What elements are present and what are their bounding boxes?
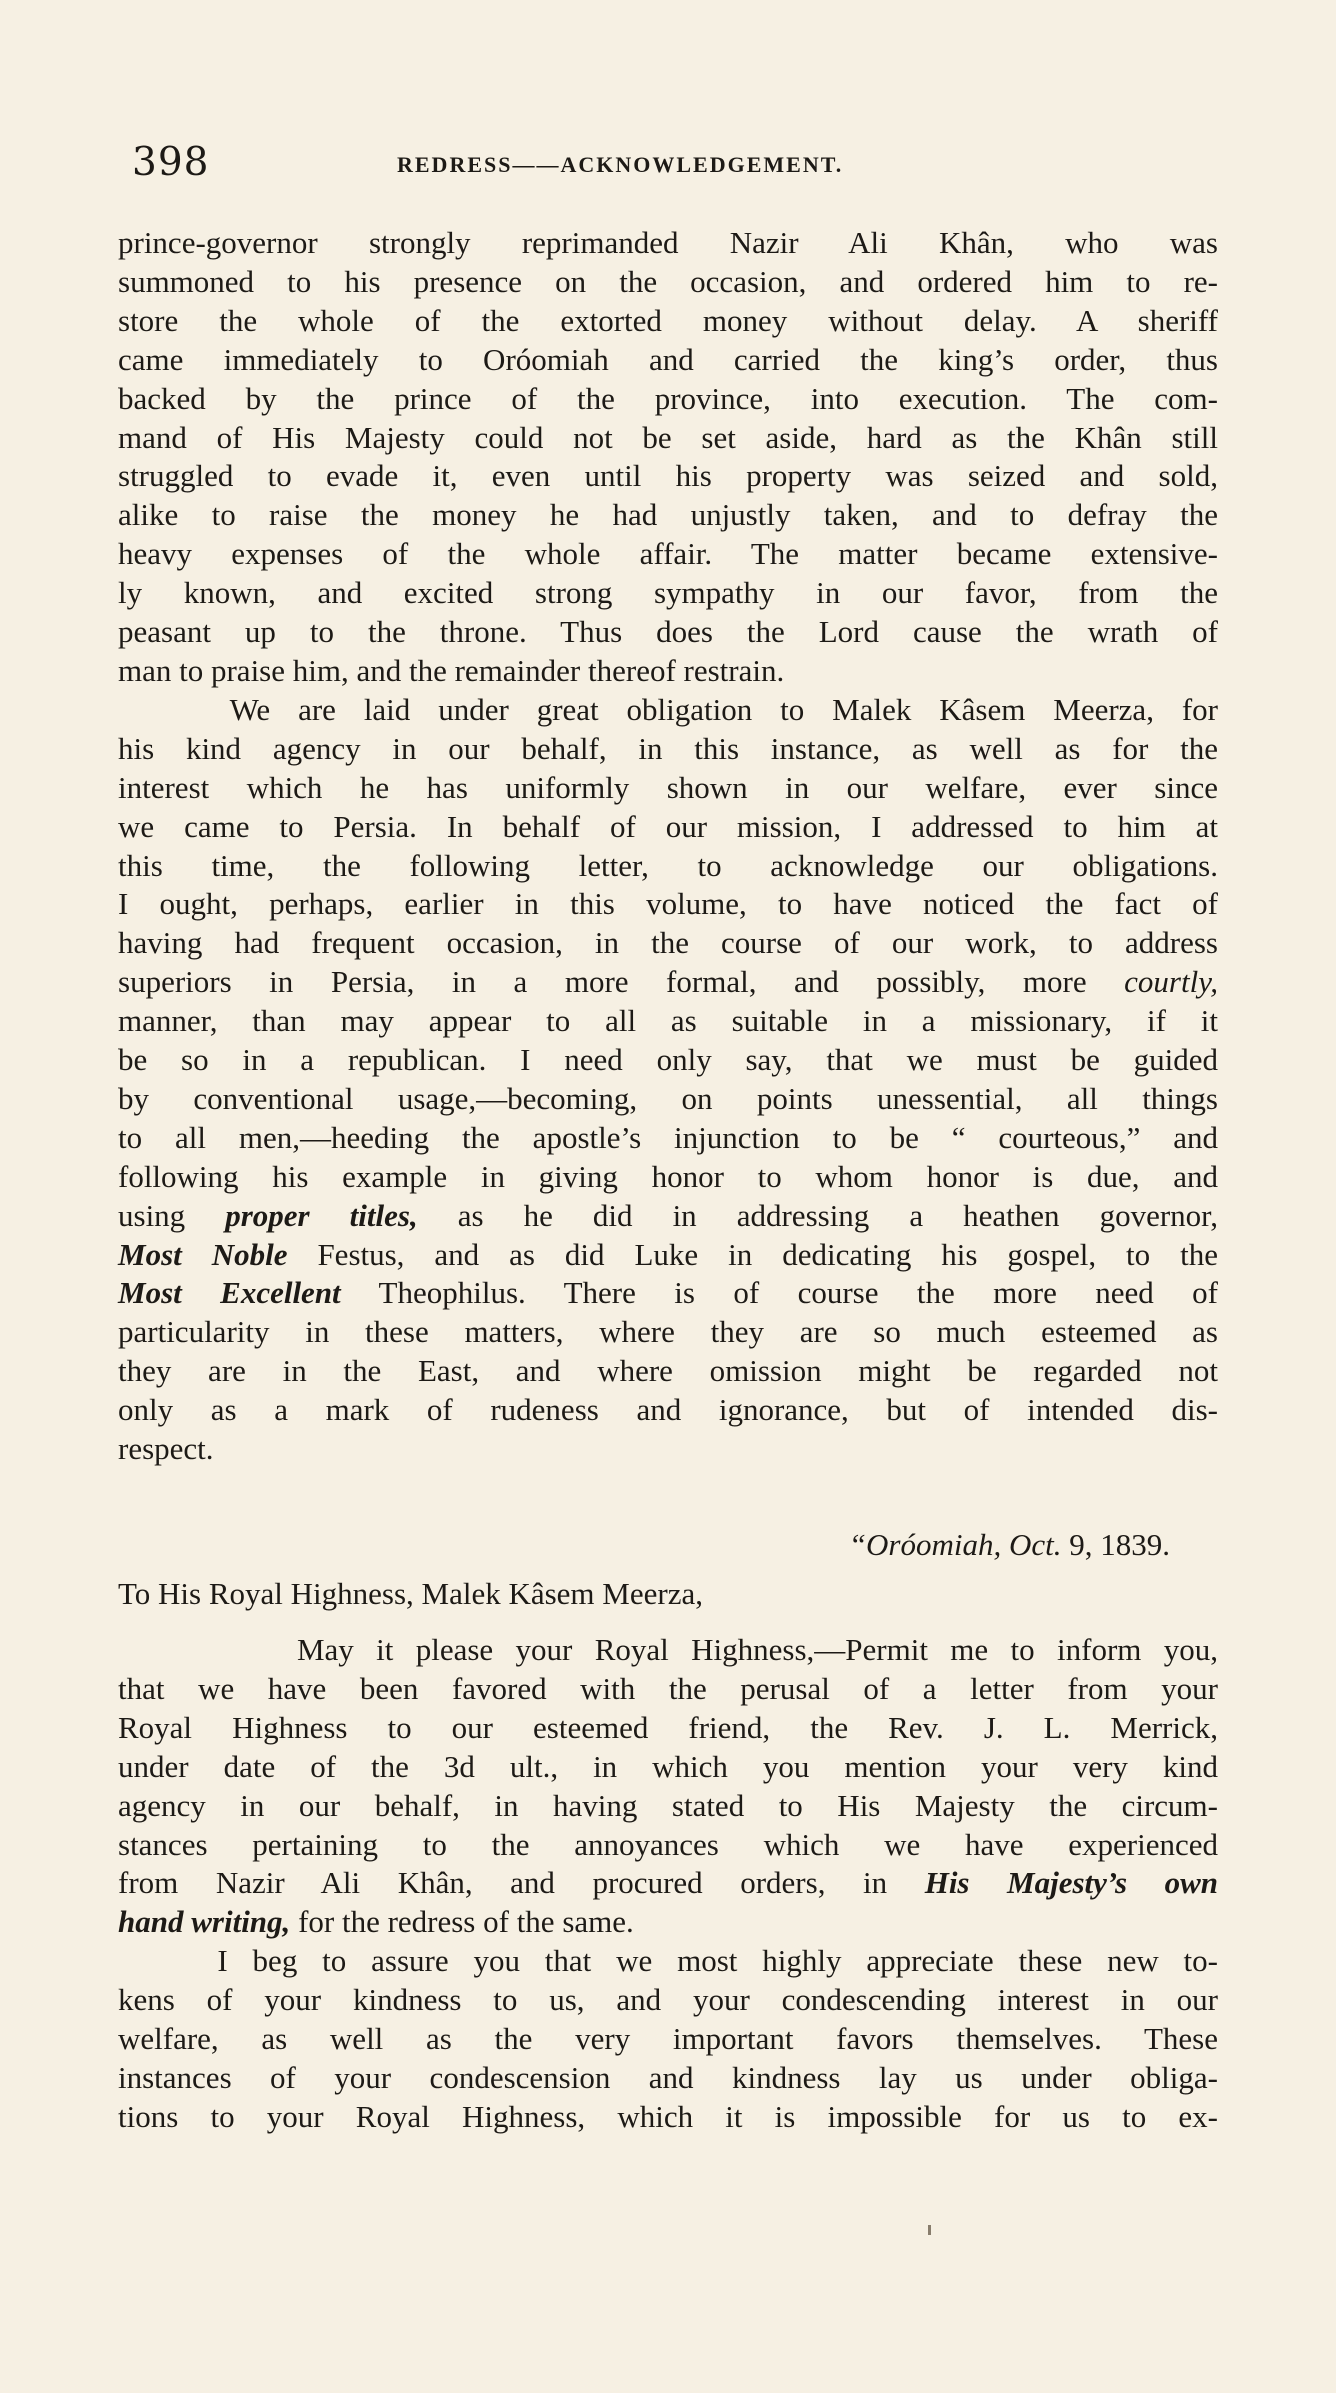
text-line: peasant up to the throne. Thus does the Lord cause the wrath of <box>118 614 1218 650</box>
text-line <box>118 1942 1218 1981</box>
text-line: welfare, as well as the very important favors themselves. These <box>118 2021 1218 2057</box>
text-line: interest which he has uniformly shown in our welfare, ever since <box>118 769 1218 805</box>
text-line: his kind agency in our behalf, in this instance, as well as for the <box>118 730 1218 766</box>
text-line: man to praise him, and the remainder thereof restrain. <box>118 652 785 688</box>
italic-text: His Majesty’s own <box>924 1865 1218 1901</box>
text-line: tions to your Royal Highness, which it is impossible for us to ex- <box>118 2098 1218 2134</box>
italic-text: Most Excellent <box>118 1275 341 1311</box>
paragraph-2 <box>118 691 1218 1469</box>
text-line: they are in the East, and where omission might be regarded not <box>118 1353 1218 1389</box>
text-line <box>118 1274 1218 1313</box>
letter-salutation: To His Royal Highness, Malek Kâsem Meerza, <box>118 1576 703 1611</box>
text-line: instances of your condescension and kindness lay us under obliga- <box>118 2059 1218 2095</box>
text-fragment: for the redress of the same. <box>298 1904 634 1940</box>
text-line: this time, the following letter, to acknowledge our obligations. <box>118 847 1218 883</box>
text-line <box>118 963 1218 1002</box>
italic-text: Most Noble <box>118 1236 288 1272</box>
text-line <box>118 1236 1218 1275</box>
letter-body <box>118 1631 1218 2137</box>
italic-text: proper titles, <box>225 1197 418 1233</box>
text-line: under date of the 3d ult., in which you mention your very kind <box>118 1748 1218 1784</box>
text-line <box>118 1864 1218 1903</box>
text-fragment: Theophilus. There is of course the more need of <box>378 1275 1218 1311</box>
text-fragment: Festus, and as did Luke in dedicating his gospel, to the <box>317 1236 1219 1272</box>
letter-dateline <box>118 1527 1170 1563</box>
body-text <box>118 224 1218 1469</box>
text-line: summoned to his presence on the occasion, and ordered him to re- <box>118 263 1218 299</box>
text-fragment: superiors in Persia, in a more formal, and possibly, more <box>118 964 1087 1000</box>
text-line: stances pertaining to the annoyances which we have experienced <box>118 1826 1218 1862</box>
page-header <box>132 140 1182 200</box>
text-line: agency in our behalf, in having stated to His Majesty the circum- <box>118 1787 1218 1823</box>
text-fragment: I beg to assure you that we most highly appreciate these new to- <box>217 1943 1218 1979</box>
text-line: that we have been favored with the perusal of a letter from your <box>118 1670 1218 1706</box>
letter-paragraph-2 <box>118 1942 1218 2137</box>
text-fragment: from Nazir Ali Khân, and procured orders, in <box>118 1865 888 1901</box>
text-line: to all men,—heeding the apostle’s injunction to be “ courteous,” and <box>118 1119 1218 1155</box>
text-line: respect. <box>118 1431 214 1467</box>
dateline-date: 9, 1839. <box>1069 1527 1170 1562</box>
text-line: by conventional usage,—becoming, on points unessential, all things <box>118 1080 1218 1116</box>
text-line: struggled to evade it, even until his property was seized and sold, <box>118 458 1218 494</box>
letter-paragraph-1 <box>118 1631 1218 1942</box>
text-line: store the whole of the extorted money without delay. A sheriff <box>118 302 1218 338</box>
text-line: backed by the prince of the province, into execution. The com- <box>118 380 1218 416</box>
text-fragment: We are laid under great obligation to Malek Kâsem Meerza, for <box>229 691 1218 727</box>
text-line: ly known, and excited strong sympathy in our favor, from the <box>118 575 1218 611</box>
text-fragment: using <box>118 1197 186 1233</box>
text-line: Royal Highness to our esteemed friend, the Rev. J. L. Merrick, <box>118 1709 1218 1745</box>
italic-text: hand writing, <box>118 1904 291 1940</box>
paragraph-1 <box>118 224 1218 691</box>
text-line <box>118 1631 1218 1670</box>
italic-text: courtly, <box>1124 964 1219 1000</box>
print-speck <box>928 2225 931 2235</box>
text-line: I ought, perhaps, earlier in this volume, to have noticed the fact of <box>118 886 1218 922</box>
text-line <box>118 1197 1218 1236</box>
text-line: mand of His Majesty could not be set aside, hard as the Khân still <box>118 419 1218 455</box>
text-line: alike to raise the money he had unjustly taken, and to defray the <box>118 497 1218 533</box>
text-line: particularity in these matters, where they are so much esteemed as <box>118 1314 1218 1350</box>
text-line: prince-governor strongly reprimanded Nazir Ali Khân, who was <box>118 225 1218 260</box>
text-line: be so in a republican. I need only say, that we must be guided <box>118 1042 1218 1078</box>
text-line: following his example in giving honor to whom honor is due, and <box>118 1158 1218 1194</box>
text-fragment: May it please your Royal Highness,—Permit me to inform you, <box>296 1632 1219 1667</box>
text-line <box>118 691 1218 730</box>
running-head: REDRESS——ACKNOWLEDGEMENT. <box>397 152 844 177</box>
text-line <box>118 1903 1218 1942</box>
text-fragment: as he did in addressing a heathen governor, <box>457 1197 1219 1233</box>
text-line: only as a mark of rudeness and ignorance, but of intended dis- <box>118 1392 1218 1428</box>
text-line: we came to Persia. In behalf of our mission, I addressed to him at <box>118 808 1218 844</box>
text-line: having had frequent occasion, in the course of our work, to address <box>118 925 1218 961</box>
text-line: kens of your kindness to us, and your condescending interest in our <box>118 1982 1218 2018</box>
text-line: came immediately to Oróomiah and carried the king’s order, thus <box>118 341 1218 377</box>
text-line: heavy expenses of the whole affair. The matter became extensive- <box>118 536 1218 572</box>
dateline-open-quote: “ <box>848 1527 867 1562</box>
page-number: 398 <box>132 140 210 185</box>
text-line: manner, than may appear to all as suitable in a missionary, if it <box>118 1003 1218 1039</box>
dateline-place: Oróomiah, Oct. <box>866 1527 1062 1562</box>
